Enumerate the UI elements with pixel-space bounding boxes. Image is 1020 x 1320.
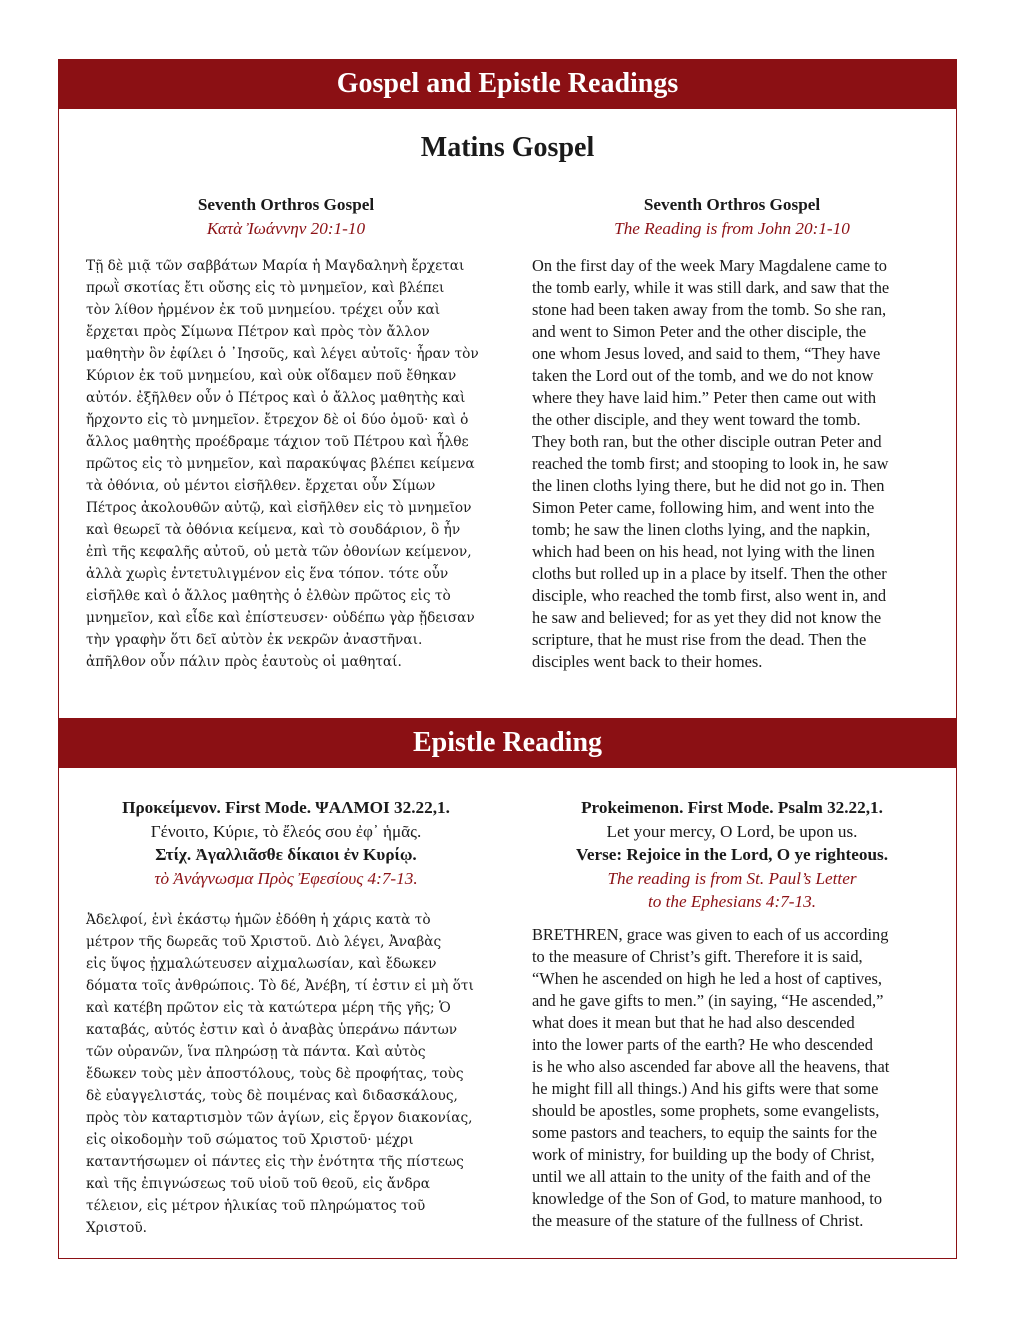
text-line: where they have laid him.” Peter then came out with	[532, 388, 877, 407]
text-line: καταντήσωμεν οἱ πάντες εἰς τὴν ἑνότητα τῆς πίστεως	[86, 1154, 464, 1170]
text-line: ἄλλος μαθητὴς προέδραμε τάχιον τοῦ Πέτρου καὶ ἦλθε	[86, 434, 469, 450]
text-line: one whom Jesus loved, and said to them, “They have	[532, 344, 881, 363]
epistle-english-reference-line-1: The reading is from St. Paul’s Letter	[607, 868, 857, 888]
matins-english-header	[532, 193, 932, 240]
epistle-greek-verse: Γένοιτο, Κύριε, τὸ ἔλεός σου ἐφ᾽ ἡμᾶς.	[150, 821, 422, 841]
matins-english-heading: Seventh Orthros Gospel	[643, 195, 821, 214]
matins-greek-header	[86, 193, 486, 240]
matins-greek-text	[86, 255, 486, 673]
text-line: δὲ εὐαγγελιστάς, τοὺς δὲ ποιμένας καὶ διδασκάλους,	[86, 1088, 458, 1104]
epistle-greek-column	[86, 796, 486, 1239]
text-line: the linen cloths lying there, but he did not go in. Then	[532, 476, 885, 495]
matins-greek-column	[86, 193, 486, 673]
matins-greek-heading: Seventh Orthros Gospel	[197, 195, 375, 214]
text-line: καὶ θεωρεῖ τὰ ὀθόνια κείμενα, καὶ τὸ σουδάριον, ὃ ἦν	[86, 522, 461, 538]
text-line: πρὸς τὸν καταρτισμὸν τῶν ἁγίων, εἰς ἔργον διακονίας,	[86, 1110, 473, 1126]
epistle-english-verse: Let your mercy, O Lord, be upon us.	[606, 821, 858, 841]
epistle-english-reference-line-2: to the Ephesians 4:7-13.	[647, 892, 817, 911]
text-line: Τῇ δὲ μιᾷ τῶν σαββάτων Μαρία ἡ Μαγδαληνὴ ἔρχεται	[86, 258, 465, 274]
epistle-banner: Epistle Reading	[58, 718, 957, 768]
text-line: the tomb early, while it was still dark, and saw that the	[532, 278, 890, 297]
matins-english-reference: The Reading is from John 20:1-10	[614, 218, 850, 238]
text-line: δόματα τοῖς ἀνθρώποις. Τὸ δέ, Ἀνέβη, τί ἐστιν εἰ μὴ ὅτι	[86, 978, 474, 994]
text-line: disciple, who reached the tomb first, also went in, and	[532, 586, 887, 605]
epistle-greek-text	[86, 909, 486, 1239]
text-line: into the lower parts of the earth? He who descended	[532, 1034, 873, 1054]
text-line: ἀπῆλθον οὖν πάλιν πρὸς ἑαυτοὺς οἱ μαθηταί.	[86, 654, 402, 670]
matins-english-text	[532, 255, 932, 673]
epistle-english-column	[532, 796, 932, 1232]
text-line: scripture, that he must rise from the dead. Then the	[532, 630, 867, 649]
text-line: cloths but rolled up in a place by itself. Then the other	[532, 564, 887, 583]
text-line: and went to Simon Peter and the other disciple, the	[532, 322, 867, 341]
epistle-greek-stich: Στίχ. Ἀγαλλιᾶσθε δίκαιοι ἐν Κυρίῳ.	[155, 845, 417, 864]
epistle-greek-prokeimenon: Προκείμενον. First Mode. ΨΑΛΜΟΙ 32.22,1.	[122, 798, 450, 817]
text-line: τὰ ὀθόνια, οὐ μέντοι εἰσῆλθεν. ἔρχεται οὖν Σίμων	[86, 478, 436, 494]
text-line: BRETHREN, grace was given to each of us according	[532, 924, 889, 944]
text-line: τὴν γραφὴν ὅτι δεῖ αὐτὸν ἐκ νεκρῶν ἀναστῆναι.	[86, 632, 423, 648]
text-line: stone had been taken away from the tomb. So she ran,	[532, 300, 887, 319]
text-line: he saw and believed; for as yet they did not know the	[532, 608, 882, 627]
text-line: knowledge of the Son of God, to mature manhood, to	[532, 1188, 883, 1208]
matins-greek-reference: Κατὰ Ἰωάννην 20:1-10	[206, 218, 366, 238]
text-line: to the measure of Christ’s gift. Therefore it is said,	[532, 946, 863, 966]
text-line: They both ran, but the other disciple outran Peter and	[532, 432, 882, 451]
epistle-english-header	[532, 796, 932, 914]
text-line: μαθητὴν ὃν ἐφίλει ὁ ᾿Ιησοῦς, καὶ λέγει αὐτοῖς· ἦραν τὸν	[86, 346, 479, 362]
main-banner: Gospel and Epistle Readings	[58, 59, 957, 109]
text-line: καὶ κατέβη πρῶτον εἰς τὰ κατώτερα μέρη τῆς γῆς; Ὁ	[86, 1000, 451, 1016]
text-line: “When he ascended on high he led a host of captives,	[532, 968, 882, 988]
text-line: τῶν οὐρανῶν, ἵνα πληρώσῃ τὰ πάντα. Καὶ αὐτὸς	[86, 1044, 426, 1060]
text-line: ἔδωκεν τοὺς μὲν ἀποστόλους, τοὺς δὲ προφήτας, τοὺς	[86, 1066, 464, 1082]
epistle-greek-header	[86, 796, 486, 890]
text-line: ἤρχοντο εἰς τὸ μνημεῖον. ἔτρεχον δὲ οἱ δύο ὁμοῦ· καὶ ὁ	[86, 412, 469, 428]
text-line: καὶ τῆς ἐπιγνώσεως τοῦ υἱοῦ τοῦ θεοῦ, εἰς ἄνδρα	[86, 1176, 431, 1192]
text-line: taken the Lord out of the tomb, and we do not know	[532, 366, 874, 385]
matins-english-column	[532, 193, 932, 673]
text-line: μνημεῖον, καὶ εἶδε καὶ ἐπίστευσεν· οὐδέπω γὰρ ᾔδεισαν	[86, 610, 475, 626]
text-line: Χριστοῦ.	[86, 1220, 147, 1236]
text-line: reached the tomb first; and stooping to look in, he saw	[532, 454, 889, 473]
matins-gospel-title: Matins Gospel	[420, 132, 595, 163]
text-line: the measure of the stature of the fullness of Christ.	[532, 1210, 864, 1230]
text-line: ἐπὶ τῆς κεφαλῆς αὐτοῦ, οὐ μετὰ τῶν ὀθονίων κείμενον,	[86, 544, 472, 560]
text-line: Simon Peter came, following him, and went into the	[532, 498, 875, 517]
text-line: πρωῒ σκοτίας ἔτι οὔσης εἰς τὸ μνημεῖον, καὶ βλέπει	[86, 280, 445, 296]
text-line: should be apostles, some prophets, some evangelists,	[532, 1100, 880, 1120]
epistle-greek-reference: τὸ Ἀνάγνωσμα Πρὸς Ἐφεσίους 4:7-13.	[154, 868, 418, 888]
text-line: until we all attain to the unity of the faith and of the	[532, 1166, 871, 1186]
text-line: and he gave gifts to men.” (in saying, “He ascended,”	[532, 990, 884, 1010]
text-line: Πέτρος ἀκολουθῶν αὐτῷ, καὶ εἰσῆλθεν εἰς τὸ μνημεῖον	[86, 500, 472, 516]
text-line: Ἀδελφοί, ἑνὶ ἑκάστῳ ἡμῶν ἐδόθη ἡ χάρις κατὰ τὸ	[86, 912, 431, 928]
text-line: On the first day of the week Mary Magdalene came to	[532, 256, 887, 275]
epistle-english-prokeimenon: Prokeimenon. First Mode. Psalm 32.22,1.	[581, 798, 883, 817]
text-line: εἰς οἰκοδομὴν τοῦ σώματος τοῦ Χριστοῦ· μέχρι	[86, 1132, 414, 1148]
text-line: ἀλλὰ χωρὶς ἐντετυλιγμένον εἰς ἕνα τόπον. τότε οὖν	[86, 566, 449, 582]
text-line: what does it mean but that he had also descended	[532, 1012, 855, 1032]
text-line: he might fill all things.) And his gifts were that some	[532, 1078, 879, 1098]
text-line: some pastors and teachers, to equip the saints for the	[532, 1122, 878, 1142]
text-line: is he who also ascended far above all the heavens, that	[532, 1056, 890, 1076]
text-line: τέλειον, εἰς μέτρον ἡλικίας τοῦ πληρώματος τοῦ	[86, 1198, 426, 1214]
text-line: work of ministry, for building up the body of Christ,	[532, 1144, 875, 1164]
text-line: Κύριον ἐκ τοῦ μνημείου, καὶ οὐκ οἴδαμεν ποῦ ἔθηκαν	[86, 368, 457, 384]
text-line: τὸν λίθον ἠρμένον ἐκ τοῦ μνημείου. τρέχει οὖν καὶ	[86, 302, 441, 318]
text-line: πρῶτος εἰς τὸ μνημεῖον, καὶ παρακύψας βλέπει κείμενα	[86, 456, 475, 472]
text-line: αὐτόν. ἐξῆλθεν οὖν ὁ Πέτρος καὶ ὁ ἄλλος μαθητὴς καὶ	[86, 390, 466, 406]
text-line: the other disciple, and they went toward the tomb.	[532, 410, 861, 429]
text-line: tomb; he saw the linen cloths lying, and the napkin,	[532, 520, 871, 539]
epistle-english-text	[532, 924, 932, 1232]
epistle-english-stich: Verse: Rejoice in the Lord, O ye righteous.	[575, 845, 889, 864]
text-line: μέτρον τῆς δωρεᾶς τοῦ Χριστοῦ. Διὸ λέγει, Ἀναβὰς	[86, 934, 442, 950]
text-line: εἰς ὕψος ᾐχμαλώτευσεν αἰχμαλωσίαν, καὶ ἔδωκεν	[86, 956, 437, 972]
text-line: ἔρχεται πρὸς Σίμωνα Πέτρον καὶ πρὸς τὸν ἄλλον	[86, 324, 430, 340]
text-line: which had been on his head, not lying with the linen	[532, 542, 875, 561]
text-line: disciples went back to their homes.	[532, 652, 763, 671]
text-line: εἰσῆλθε καὶ ὁ ἄλλος μαθητὴς ὁ ἐλθὼν πρῶτος εἰς τὸ	[86, 588, 451, 604]
text-line: καταβάς, αὐτός ἐστιν καὶ ὁ ἀναβὰς ὑπεράνω πάντων	[86, 1022, 458, 1038]
